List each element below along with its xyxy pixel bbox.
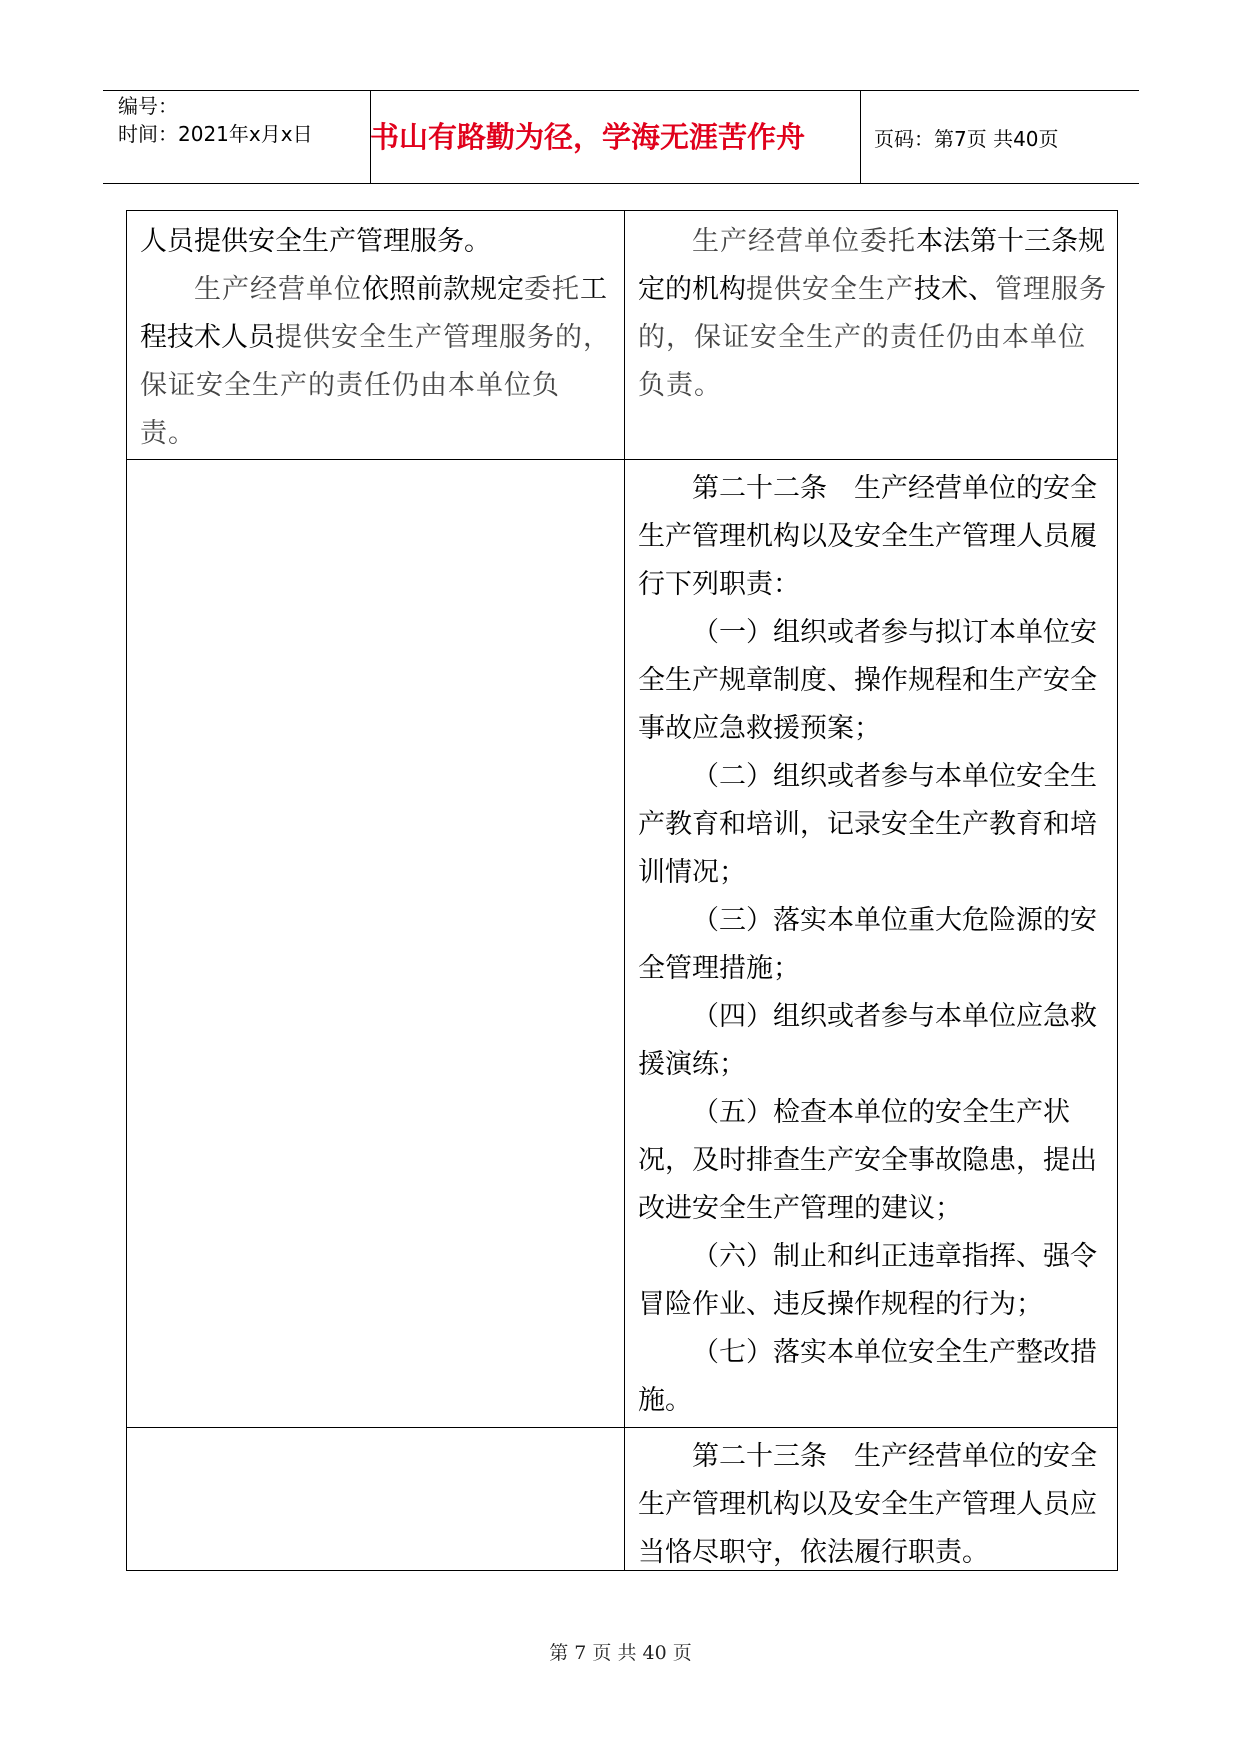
header-motto: 书山有路勤为径，学海无涯苦作舟 [370,120,806,154]
article-22-item-4: （四）组织或者参与本单位应急救援演练； [638,1001,1097,1080]
row1-left-p2: 生产经营单位依照前款规定委托工程技术人员提供安全生产管理服务的，保证安全生产的责任仍由本单位负责。 [140,274,611,449]
row1-left-p1: 人员提供安全生产管理服务。 [140,226,491,257]
article-22-item-3: （三）落实本单位重大危险源的安全管理措施； [638,905,1097,984]
article-22-item-2: （二）组织或者参与本单位安全生产教育和培训，记录安全生产教育和培训情况； [638,761,1097,888]
row1-left-cell [140,218,615,458]
article-22-item-7: （七）落实本单位安全生产整改措施。 [638,1337,1097,1416]
row2-right-cell [638,465,1108,1425]
article-22-item-5: （五）检查本单位的安全生产状况，及时排查生产安全事故隐患，提出改进安全生产管理的建议； [638,1097,1097,1224]
row-divider-1 [126,459,1118,460]
article-22-intro: 第二十二条 生产经营单位的安全生产管理机构以及安全生产管理人员履行下列职责： [638,473,1097,600]
header-bottom-rule [103,183,1139,184]
serial-label: 编号： [118,94,178,118]
page-label: 页码：第7页 共40页 [874,127,1059,151]
header-divider-right [860,90,861,183]
article-22-item-1: （一）组织或者参与拟订本单位安全生产规章制度、操作规程和生产安全事故应急救援预案； [638,617,1097,744]
article-22-item-6: （六）制止和纠正违章指挥、强令冒险作业、违反操作规程的行为； [638,1241,1097,1320]
table-column-divider [624,210,625,1571]
time-label: 时间：2021年x月x日 [118,122,313,146]
row1-right-p1: 生产经营单位委托本法第十三条规定的机构提供安全生产技术、管理服务的，保证安全生产的责任仍由本单位负责。 [638,226,1107,401]
row3-right-cell [638,1433,1108,1577]
row-divider-2 [126,1427,1118,1428]
header-top-rule [103,90,1139,91]
page-footer: 第 7 页 共 40 页 [549,1642,692,1664]
row1-right-cell [638,218,1108,410]
article-23-text: 第二十三条 生产经营单位的安全生产管理机构以及安全生产管理人员应当恪尽职守，依法履行职责。 [638,1441,1097,1568]
